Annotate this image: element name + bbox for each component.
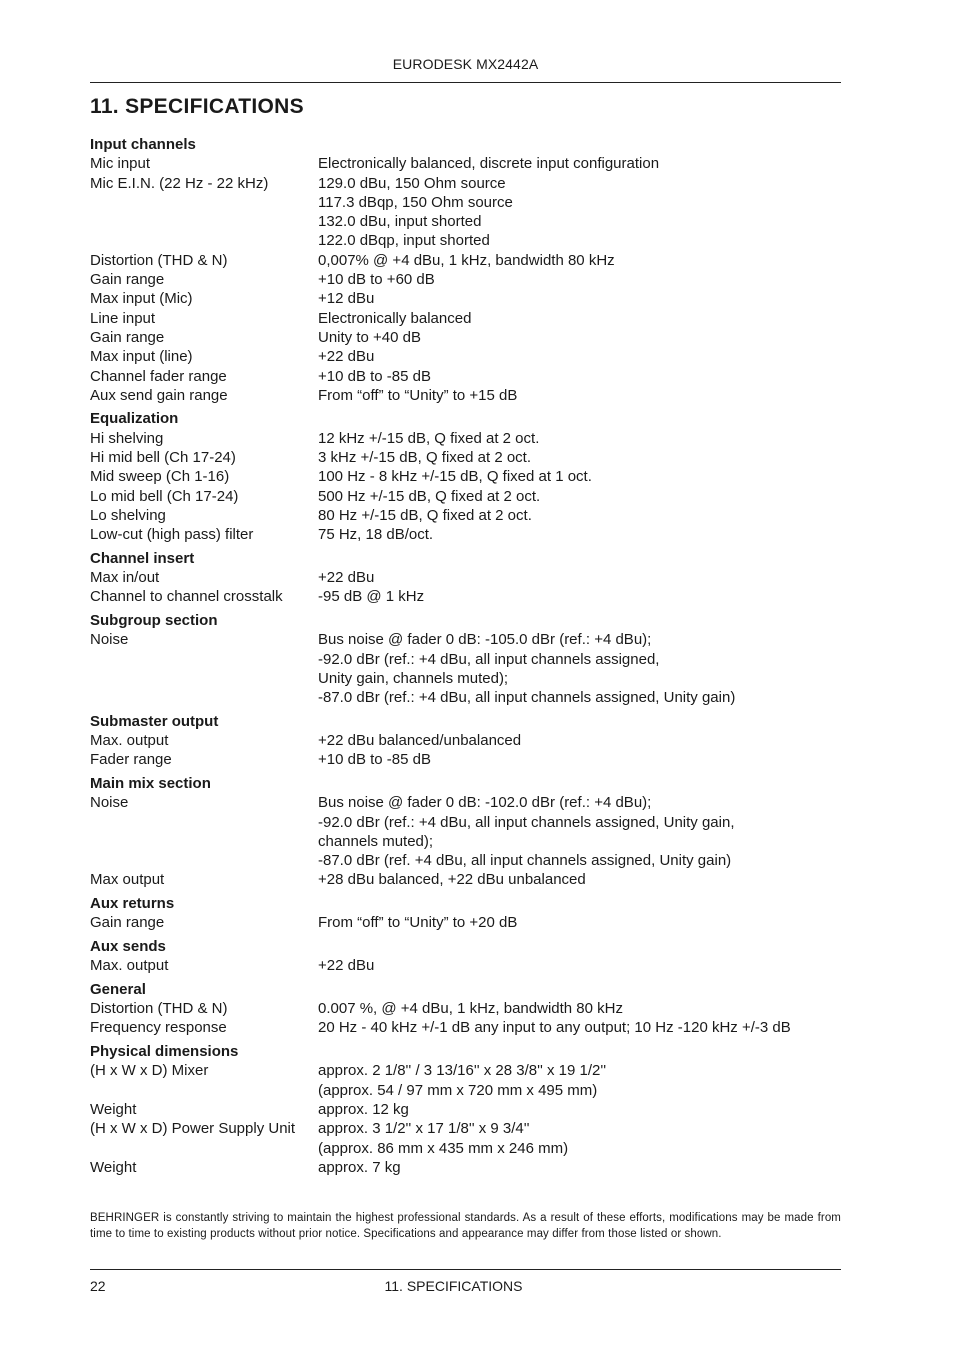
spec-row xyxy=(90,1018,850,1037)
spec-value: +10 dB to -85 dB xyxy=(318,367,431,385)
spec-row xyxy=(90,467,850,486)
spec-row xyxy=(90,913,850,932)
section-heading: Channel insert xyxy=(90,549,195,567)
spec-value: From “off” to “Unity” to +20 dB xyxy=(318,914,518,932)
spec-label: Channel to channel crosstalk xyxy=(90,588,283,606)
section-heading: Aux returns xyxy=(90,895,175,913)
spec-values xyxy=(318,289,850,308)
spec-value: (approx. 86 mm x 435 mm x 246 mm) xyxy=(318,1139,569,1157)
disclaimer-text: BEHRINGER is constantly striving to maintain the highest professional standards. As a result of these efforts, modifications may be made from time to time to existing products without prior notice. Specifications and appearance may differ from those listed or shown. xyxy=(90,1212,841,1240)
spec-value: 12 kHz +/-15 dB, Q fixed at 2 oct. xyxy=(318,429,540,447)
spec-values xyxy=(318,154,850,173)
spec-value: From “off” to “Unity” to +15 dB xyxy=(318,386,518,404)
spec-value: Electronically balanced, discrete input configuration xyxy=(318,155,660,173)
spec-row xyxy=(90,448,850,467)
spec-row xyxy=(90,525,850,544)
spec-row xyxy=(90,1158,850,1177)
spec-value: 80 Hz +/-15 dB, Q fixed at 2 oct. xyxy=(318,506,532,524)
spec-value: 100 Hz - 8 kHz +/-15 dB, Q fixed at 1 oct. xyxy=(318,468,592,486)
spec-section xyxy=(90,937,850,976)
spec-value: 0,007% @ +4 dBu, 1 kHz, bandwidth 80 kHz xyxy=(318,251,615,269)
spec-label: Line input xyxy=(90,309,156,327)
spec-values xyxy=(318,525,850,544)
spec-label: Channel fader range xyxy=(90,367,227,385)
spec-value: approx. 7 kg xyxy=(318,1158,401,1176)
spec-values xyxy=(318,999,850,1018)
spec-values xyxy=(318,750,850,769)
spec-value: +12 dBu xyxy=(318,290,375,308)
spec-label: (H x W x D) Power Supply Unit xyxy=(90,1120,296,1138)
spec-section xyxy=(90,1042,850,1177)
spec-row xyxy=(90,1119,850,1158)
spec-value: 117.3 dBqp, 150 Ohm source xyxy=(318,193,513,211)
spec-value: Bus noise @ fader 0 dB: -105.0 dBr (ref.: +4 dBu); xyxy=(318,631,652,649)
spec-row xyxy=(90,999,850,1018)
spec-value: 0.007 %, @ +4 dBu, 1 kHz, bandwidth 80 kHz xyxy=(318,1000,623,1018)
spec-label: Weight xyxy=(90,1158,137,1176)
spec-section xyxy=(90,980,850,1038)
spec-value: Bus noise @ fader 0 dB: -102.0 dBr (ref.: +4 dBu); xyxy=(318,794,652,812)
spec-values xyxy=(318,347,850,366)
spec-label: Gain range xyxy=(90,914,165,932)
spec-row xyxy=(90,568,850,587)
spec-value: Unity to +40 dB xyxy=(318,328,421,346)
spec-row xyxy=(90,731,850,750)
spec-row xyxy=(90,270,850,289)
spec-values xyxy=(318,630,850,707)
spec-label: Low-cut (high pass) filter xyxy=(90,526,254,544)
spec-label: Max. output xyxy=(90,732,169,750)
spec-label: Noise xyxy=(90,631,129,649)
spec-row xyxy=(90,174,850,251)
spec-label: Max input (line) xyxy=(90,348,193,366)
spec-value: 3 kHz +/-15 dB, Q fixed at 2 oct. xyxy=(318,449,532,467)
spec-label: Gain range xyxy=(90,271,165,289)
spec-value: 500 Hz +/-15 dB, Q fixed at 2 oct. xyxy=(318,487,541,505)
spec-row xyxy=(90,386,850,405)
spec-row xyxy=(90,870,850,889)
spec-values xyxy=(318,448,850,467)
spec-row xyxy=(90,289,850,308)
spec-row xyxy=(90,347,850,366)
spec-values xyxy=(318,1018,850,1037)
spec-values xyxy=(318,587,850,606)
spec-values xyxy=(318,1100,850,1119)
spec-section xyxy=(90,409,850,544)
spec-values xyxy=(318,1158,850,1177)
spec-label: Hi shelving xyxy=(90,429,164,447)
section-heading: Submaster output xyxy=(90,712,219,730)
spec-row xyxy=(90,506,850,525)
spec-label: Max output xyxy=(90,871,165,889)
spec-values xyxy=(318,793,850,870)
spec-label: Distortion (THD & N) xyxy=(90,251,228,269)
running-header: EURODESK MX2442A xyxy=(392,56,539,72)
spec-row xyxy=(90,587,850,606)
spec-label: Lo shelving xyxy=(90,506,166,524)
spec-values xyxy=(318,367,850,386)
section-heading: Physical dimensions xyxy=(90,1043,239,1061)
spec-value: 129.0 dBu, 150 Ohm source xyxy=(318,174,506,192)
spec-row xyxy=(90,793,850,870)
spec-values xyxy=(318,429,850,448)
spec-value: approx. 3 1/2'' x 17 1/8'' x 9 3/4'' xyxy=(318,1120,530,1138)
spec-value: +22 dBu xyxy=(318,569,375,587)
spec-values xyxy=(318,568,850,587)
spec-values xyxy=(318,309,850,328)
spec-label: Mic E.I.N. (22 Hz - 22 kHz) xyxy=(90,174,269,192)
spec-value: 122.0 dBqp, input shorted xyxy=(318,232,490,250)
spec-row xyxy=(90,309,850,328)
header-rule xyxy=(90,82,841,83)
spec-row xyxy=(90,487,850,506)
spec-label: Fader range xyxy=(90,751,172,769)
spec-value: -92.0 dBr (ref.: +4 dBu, all input channels assigned, xyxy=(318,650,660,668)
section-heading: Input channels xyxy=(90,136,196,153)
spec-row xyxy=(90,1061,850,1100)
spec-label: Lo mid bell (Ch 17-24) xyxy=(90,487,239,505)
spec-values xyxy=(318,487,850,506)
spec-values xyxy=(318,1119,850,1158)
spec-values xyxy=(318,870,850,889)
spec-value: +22 dBu xyxy=(318,957,375,975)
spec-value: +28 dBu balanced, +22 dBu unbalanced xyxy=(318,871,586,889)
spec-row xyxy=(90,328,850,347)
spec-label: Hi mid bell (Ch 17-24) xyxy=(90,449,236,467)
spec-value: +22 dBu balanced/unbalanced xyxy=(318,732,522,750)
section-heading: Aux sends xyxy=(90,937,166,955)
spec-row xyxy=(90,154,850,173)
spec-values xyxy=(318,913,850,932)
footer-rule xyxy=(90,1269,841,1270)
spec-values xyxy=(318,386,850,405)
spec-label: Mid sweep (Ch 1-16) xyxy=(90,468,230,486)
spec-label: Max input (Mic) xyxy=(90,290,193,308)
spec-values xyxy=(318,467,850,486)
spec-section xyxy=(90,135,850,405)
spec-row xyxy=(90,956,850,975)
spec-value: Unity gain, channels muted); xyxy=(318,669,509,687)
page-title: 11. SPECIFICATIONS xyxy=(90,95,304,118)
spec-value: (approx. 54 / 97 mm x 720 mm x 495 mm) xyxy=(318,1081,598,1099)
spec-value: approx. 2 1/8'' / 3 13/16'' x 28 3/8'' x 19 1/2'' xyxy=(318,1062,607,1080)
spec-value: channels muted); xyxy=(318,832,434,850)
spec-value: Electronically balanced xyxy=(318,309,472,327)
spec-section xyxy=(90,611,850,707)
spec-label: Max in/out xyxy=(90,569,160,587)
spec-label: Weight xyxy=(90,1100,137,1118)
spec-row xyxy=(90,750,850,769)
spec-label: Frequency response xyxy=(90,1019,227,1037)
spec-label: Distortion (THD & N) xyxy=(90,1000,228,1018)
spec-values xyxy=(318,1061,850,1100)
spec-values xyxy=(318,506,850,525)
spec-label: Noise xyxy=(90,794,129,812)
spec-value: 20 Hz - 40 kHz +/-1 dB any input to any output; 10 Hz -120 kHz +/-3 dB xyxy=(318,1019,791,1037)
section-heading: Subgroup section xyxy=(90,612,218,630)
spec-label: Max. output xyxy=(90,957,169,975)
spec-value: 132.0 dBu, input shorted xyxy=(318,213,482,231)
section-heading: Main mix section xyxy=(90,774,211,792)
spec-values xyxy=(318,270,850,289)
spec-label: Mic input xyxy=(90,155,151,173)
spec-values xyxy=(318,731,850,750)
spec-values xyxy=(318,328,850,347)
spec-value: +10 dB to +60 dB xyxy=(318,271,435,289)
spec-label: (H x W x D) Mixer xyxy=(90,1062,209,1080)
spec-value: +10 dB to -85 dB xyxy=(318,751,431,769)
footer-section-title: 11. SPECIFICATIONS xyxy=(384,1278,523,1294)
spec-section xyxy=(90,774,850,890)
spec-value: -95 dB @ 1 kHz xyxy=(318,588,425,606)
spec-row xyxy=(90,630,850,707)
spec-value: 75 Hz, 18 dB/oct. xyxy=(318,526,434,544)
spec-values xyxy=(318,956,850,975)
section-heading: General xyxy=(90,980,146,998)
spec-value: -92.0 dBr (ref.: +4 dBu, all input channels assigned, Unity gain, xyxy=(318,813,735,831)
spec-row xyxy=(90,1100,850,1119)
spec-label: Gain range xyxy=(90,328,165,346)
spec-section xyxy=(90,712,850,770)
specifications-list xyxy=(90,135,850,1181)
spec-value: +22 dBu xyxy=(318,348,375,366)
spec-value: -87.0 dBr (ref. +4 dBu, all input channels assigned, Unity gain) xyxy=(318,852,732,870)
page-number: 22 xyxy=(90,1278,106,1294)
spec-label: Aux send gain range xyxy=(90,386,228,404)
spec-section xyxy=(90,894,850,933)
spec-section xyxy=(90,549,850,607)
section-heading: Equalization xyxy=(90,410,179,428)
spec-row xyxy=(90,429,850,448)
spec-values xyxy=(318,174,850,251)
spec-values xyxy=(318,251,850,270)
spec-value: approx. 12 kg xyxy=(318,1100,409,1118)
spec-row xyxy=(90,251,850,270)
spec-value: -87.0 dBr (ref.: +4 dBu, all input channels assigned, Unity gain) xyxy=(318,689,736,707)
spec-row xyxy=(90,367,850,386)
